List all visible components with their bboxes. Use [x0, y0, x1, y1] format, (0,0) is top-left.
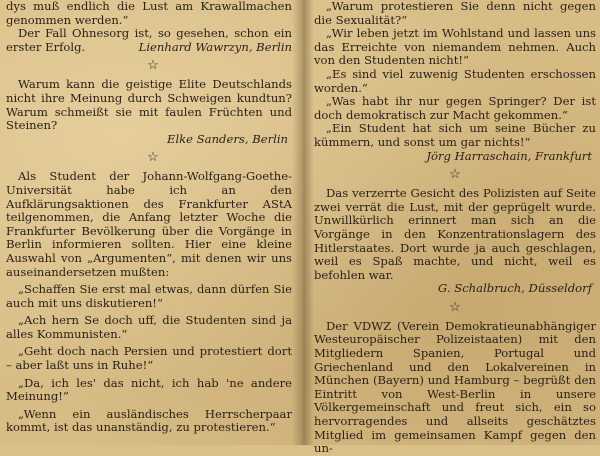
- quote: „Ach hern Se doch uff, die Studenten sind ja alles Kommunisten.“: [6, 313, 292, 341]
- quote: „Geht doch nach Persien und protestiert dort – aber laßt uns in Ruhe!“: [6, 344, 292, 373]
- quote: „Ein Student hat sich um seine Bücher zu kümmern, und sonst um gar nichts!“: [314, 121, 596, 149]
- letter-text: dys muß endlich die Lust am Krawallmachen genommen werden.“: [6, 0, 292, 27]
- letter-text: Der VDWZ (Verein Demokratieunabhängiger Westeuropäischer Polizeistaaten) mit den Mitgliedern Spanien, Portugal und Griechenland und den Lokalvereinen in München (Bayern) und Hamburg – begrüßt den Eintritt von West-Berlin in unsere Völkergemeinschaft und freut sich, ein so hervorragendes und allseits geschätztes Mitglied im gemeinsamen Kampf gegen den un-: [314, 318, 596, 456]
- signature: G. Schalbruch, Düsseldorf: [438, 281, 592, 296]
- star-separator-icon: ☆: [147, 58, 159, 74]
- letter-text: Warum kann die geistige Elite Deutschlands nicht ihre Meinung durch Schweigen kundtun? Warum schmeißt sie mit faulen Früchten und Steinen?: [6, 77, 292, 133]
- quote: „Wenn ein ausländisches Herrscherpaar kommt, ist das unanständig, zu protestieren.“: [6, 406, 292, 435]
- quote: „Was habt ihr nur gegen Springer? Der ist doch demokratisch zur Macht gekommen.“: [314, 94, 596, 122]
- signature: Lienhard Wawrzyn, Berlin: [138, 39, 292, 54]
- letter-text: Als Student der Johann-Wolfgang-Goethe-Universität habe ich an den Aufklärungsaktionen des Frankfurter AStA teilgenommen, die Anfang letzter Woche die Frankfurter Bevölkerung über die Vorgänge in Berlin informieren sollten. Hier eine kleine Auswahl von „Argumenten“, mit denen wir uns auseinandersetzen mußten:: [6, 169, 292, 279]
- letter-text-part: Der Fall Ohnesorg ist, so gesehen, schon ein erster Erfolg.: [6, 26, 292, 54]
- star-separator-icon: ☆: [147, 150, 159, 166]
- quote: „Warum protestieren Sie denn nicht gegen die Sexualität?“: [314, 0, 596, 27]
- quote: „Es sind viel zuwenig Studenten erschossen worden.“: [314, 66, 596, 95]
- quote: „Da, ich les' das nicht, ich hab 'ne andere Meinung!“: [6, 375, 292, 404]
- right-column: [314, 0, 596, 456]
- left-column: [6, 0, 292, 435]
- quote: „Schaffen Sie erst mal etwas, dann dürfen Sie auch mit uns diskutieren!“: [6, 282, 292, 310]
- star-separator-icon: ☆: [449, 299, 461, 315]
- quote: „Wir leben jetzt im Wohlstand und lassen uns das Erreichte von niemandem nehmen. Auch von den Studenten nicht!“: [314, 26, 596, 68]
- signature: Jörg Harraschain, Frankfurt: [426, 148, 592, 163]
- signature: Elke Sanders, Berlin: [166, 131, 288, 146]
- star-separator-icon: ☆: [449, 167, 461, 183]
- letter-text: Das verzerrte Gesicht des Polizisten auf Seite zwei verrät die Lust, mit der geprügelt wurde. Unwillkürlich erinnert man sich an die Vorgänge in den Konzentrationslagern des Hitlerstaates. Dort wurde ja auch geschlagen, weil es Spaß machte, und nicht, weil es befohlen war.: [314, 186, 596, 282]
- paper-fold: [292, 0, 314, 445]
- letter-text: [6, 27, 292, 54]
